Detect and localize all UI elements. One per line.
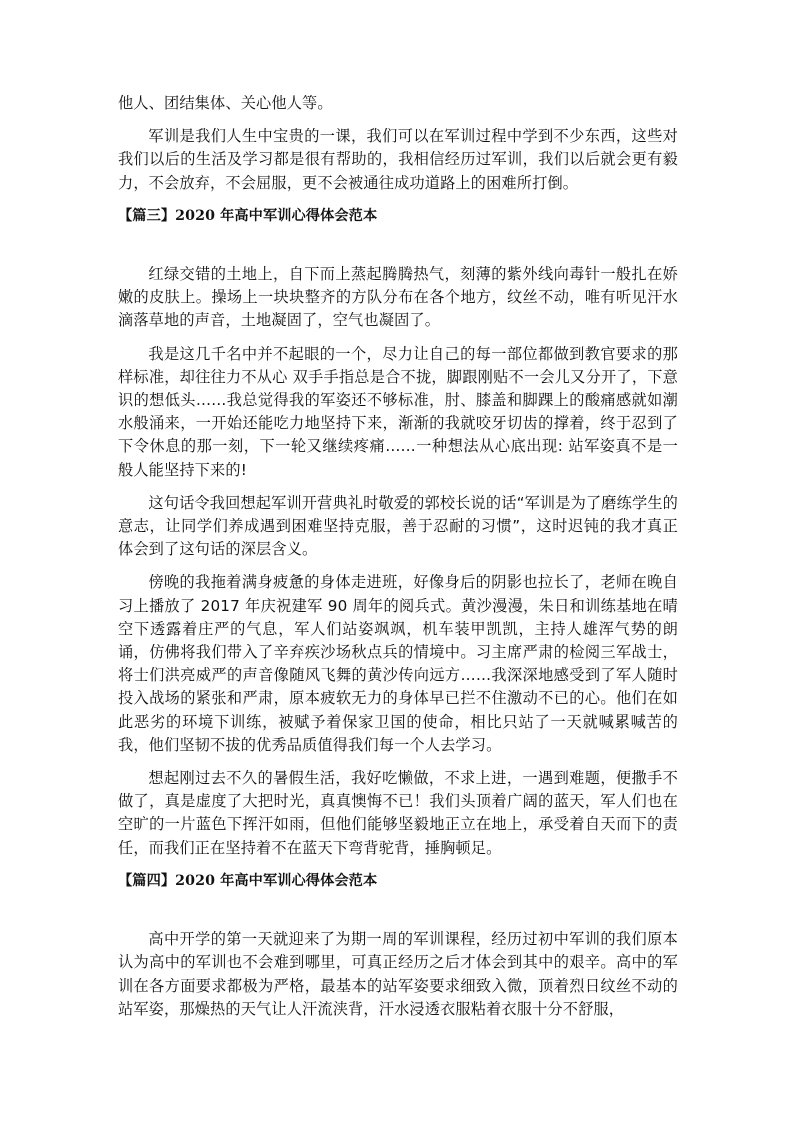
paragraph: 这句话令我回想起军训开营典礼时敬爱的郭校长说的话“军训是为了磨练学生的意志，让同学们养成遇到困难坚持克服，善于忍耐的习惯”，这时迟钝的我才真正体会到了这句话的深层含义。 [118,493,678,559]
section-heading-4: 【篇四】2020 年高中军训心得体会范本 [118,872,378,889]
paragraph: 傍晚的我拖着满身疲惫的身体走进班，好像身后的阴影也拉长了，老师在晚自习上播放了 2017 年庆祝建军 90 周年的阅兵式。黄沙漫漫，朱日和训练基地在晴空下透露着庄严的气息，军人们站姿飒飒，机车装甲凯凯，主持人雄浑气势的朗诵，仿佛将我们带入了辛弃疾沙场秋点兵的情境中。习主席严肃的检阅三军战士，将士们洪亮威严的声音像随风飞舞的黄沙传向远方……我深深地感受到了军人随时投入战场的紧张和严肃，原本疲软无力的身体早已拦不住激动不已的心。他们在如此恶劣的环境下训练，被赋予着保家卫国的使命，相比只站了一天就喊累喊苦的我，他们坚韧不拔的优秀品质值得我们每一个人去学习。 [118,573,678,754]
paragraph: 红绿交错的土地上，自下而上蒸起腾腾热气，刻薄的紫外线向毒针一般扎在娇嫩的皮肤上。操场上一块块整齐的方队分布在各个地方，纹丝不动，唯有听见汗水滴落草地的声音，土地凝固了，空气也凝固了。 [118,265,678,330]
document-page [118,92,678,1031]
section-heading-3: 【篇三】2020 年高中军训心得体会范本 [118,207,378,224]
paragraph: 我是这几千名中并不起眼的一个，尽力让自己的每一部位都做到教官要求的那样标准，却往往力不从心 双手手指总是合不拢，脚跟刚贴不一会儿又分开了，下意识的想低头……我总觉得我的军姿还不够标准，肘、膝盖和脚踝上的酸痛感就如潮水般涌来，一开始还能吃力地坚持下来，渐渐的我就咬牙切齿的撑着，终于忍到了下令休息的那一刻，下一轮又继续疼痛……一种想法从心底出现: 站军姿真不是一般人能坚持下来的! [118,344,678,479]
paragraph: 军训是我们人生中宝贵的一课，我们可以在军训过程中学到不少东西，这些对我们以后的生活及学习都是很有帮助的，我相信经历过军训，我们以后就会更有毅力，不会放弃，不会屈服，更不会被通往成功道路上的困难所打倒。 [118,127,678,192]
paragraph: 想起刚过去不久的暑假生活，我好吃懒做，不求上进，一遇到难题，便撒手不做了，真是虚度了大把时光，真真懊悔不已！我们头顶着广阔的蓝天，军人们也在空旷的一片蓝色下挥汗如雨，但他们能够坚毅地正立在地上，承受着自天而下的责任，而我们正在坚持着不在蓝天下弯背驼背，捶胸顿足。 [118,769,678,857]
paragraph-continued: 他人、团结集体、关心他人等。 [118,94,333,112]
section-spacer [118,893,678,928]
section-spacer [118,228,678,263]
paragraph: 高中开学的第一天就迎来了为期一周的军训课程，经历过初中军训的我们原本认为高中的军训也不会难到哪里，可真正经历之后才体会到其中的艰辛。高中的军训在各方面要求都极为严格，最基本的站军姿要求细致入微，顶着烈日纹丝不动的站军姿，那燥热的天气让人汗流浃背，汗水浸透衣服粘着衣服十分不舒服， [118,930,678,1018]
